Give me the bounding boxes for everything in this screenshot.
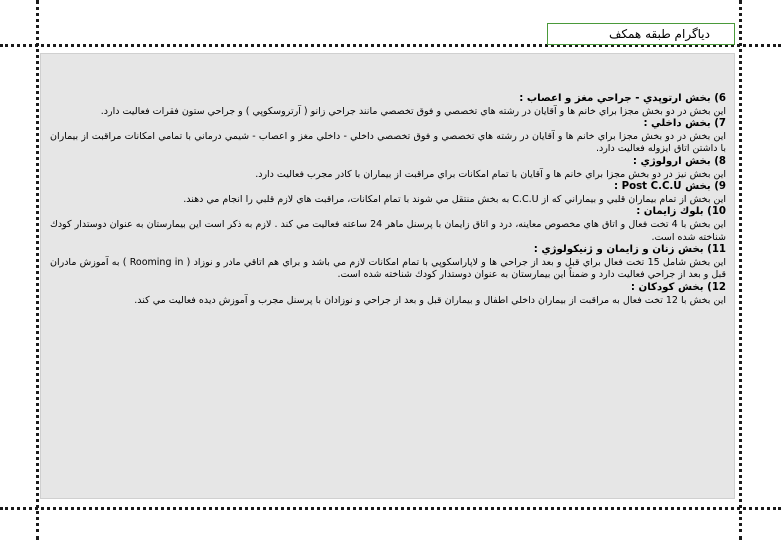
section-heading-11: 11) بخش زنان و زايمان و ژنيكولوژي : xyxy=(533,244,726,256)
slide-title: دياگرام طبقه همكف xyxy=(547,23,735,45)
section-heading-12: 12) بخش كودكان : xyxy=(630,281,726,293)
section-body-12: اين بخش با 12 تخت فعال به مراقبت از بيماران داخلي اطفال و بيماران قبل و بعد از جراحي و نوزادان با پرسنل مجرب و آموزش ديده فعاليت مي كند. xyxy=(134,294,726,306)
section-heading-10: 10) بلوك زايمان : xyxy=(636,206,726,218)
section-heading-7: 7) بخش داخلي : xyxy=(643,118,726,130)
sections-text xyxy=(50,93,726,307)
dotted-border-right xyxy=(739,0,742,540)
section-body-9: اين بخش از تمام بيماران قلبي و بيماراني كه از C.C.U به بخش منتقل مي شوند با تمام امكانات، مراقبت هاي لازم قلبي را انجام مي دهند. xyxy=(183,193,726,205)
section-heading-6: 6) بخش ارتوپدي - جراحي مغز و اعصاب : xyxy=(519,93,726,104)
section-heading-8: 8) بخش ارولوژي : xyxy=(632,155,726,167)
section-body-10: اين بخش با 4 تخت فعال و اتاق هاي مخصوص معاينه، درد و اتاق زايمان با پرسنل ماهر 24 ساعته فعاليت مي كند . لازم به ذكر است اين بيمارستان به عنوان دوستدار كودك شناخته شده است. xyxy=(50,218,726,243)
section-body-6: اين بخش در دو بخش مجزا براي خانم ها و آقايان در رشته هاي تخصصي و فوق تخصصي مانند جراحي زانو ( آرتروسكوپي ) و جراحي ستون فقرات فعاليت دارد. xyxy=(100,105,726,117)
dotted-border-left xyxy=(36,0,39,540)
section-body-8: اين بخش نيز در دو بخش مجزا براي خانم ها و آقايان با تمام امكانات براي مراقبت از بيماران با كادر مجرب فعاليت دارد. xyxy=(255,168,726,180)
section-body-11: اين بخش شامل 15 تخت فعال براي قبل و بعد از جراحي ها و لاپاراسكوپي با تمام امكانات لازم مي باشد و براي هم اتاقي مادر و نوزاد ( Rooming in ) به آموزش مادران قبل و بعد از جراحي فعاليت دارد و ضمناً اين بيمارستان به عنوان دوستدار كودك شناخته شده است. xyxy=(50,256,726,281)
section-heading-9: 9) بخش Post C.C.U : xyxy=(614,181,726,193)
dotted-border-bottom xyxy=(0,507,781,510)
section-body-7: اين بخش در دو بخش مجزا براي خانم ها و آقايان در رشته هاي تخصصي و فوق تخصصي داخلي - داخلي مغز و اعصاب - شيمي درماني با تمامي امكانات مراقبت از بيماران با داشتن اتاق ايزوله فعاليت دارد. xyxy=(50,130,726,155)
